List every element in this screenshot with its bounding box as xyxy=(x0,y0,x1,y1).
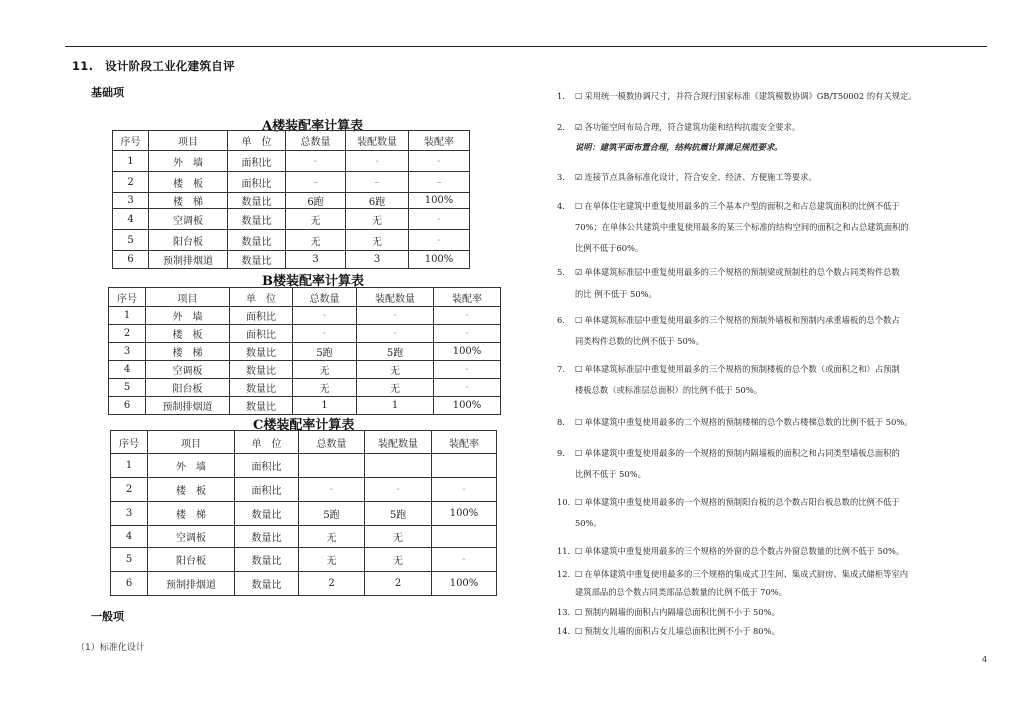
table-cell: - xyxy=(346,151,409,172)
list-item xyxy=(557,568,989,581)
item-text: 70%；在单体公共建筑中重复使用最多的某三个标准的结构空间的面积之和占总建筑面积的 xyxy=(575,222,909,232)
table-cell: - xyxy=(299,478,365,502)
item-text: 单体建筑标准层中重复使用最多的三个规格的预制外墙板和预制内承重墙板的总个数占 xyxy=(584,315,900,325)
table-title: C楼装配率计算表 xyxy=(253,418,355,433)
item-text: 单体建筑标准层中重复使用最多的三个规格的预制楼板的总个数（或面积之和）占预制 xyxy=(584,364,900,374)
item-text: 连接节点具备标准化设计，符合安全、经济、方便施工等要求。 xyxy=(584,172,817,182)
item-text: 各功能空间布局合理，符合建筑功能和结构抗震安全要求。 xyxy=(584,122,801,132)
column-header: 序号 xyxy=(111,431,148,454)
column-header: 项目 xyxy=(146,288,230,307)
table-cell: 2 xyxy=(109,325,146,343)
table-cell: - xyxy=(357,307,434,325)
column-header: 单 位 xyxy=(228,131,286,151)
table-cell: 空调板 xyxy=(148,526,235,548)
note-text: 说明：建筑平面布置合理，结构抗震计算满足规范要求。 xyxy=(575,142,783,152)
assembly-rate-table xyxy=(110,430,497,596)
table-cell: 无 xyxy=(346,209,409,230)
table-cell: 6 xyxy=(113,251,149,269)
table-cell: 无 xyxy=(293,379,357,397)
table-cell: 面积比 xyxy=(228,172,286,193)
list-item xyxy=(557,242,989,255)
table-row xyxy=(111,478,497,502)
table-cell: 面积比 xyxy=(235,454,299,478)
column-header: 单 位 xyxy=(235,431,299,454)
column-header: 序号 xyxy=(113,131,149,151)
list-item xyxy=(557,363,989,376)
item-number: 10. xyxy=(557,497,571,507)
table-cell: 100% xyxy=(434,343,501,361)
table-cell: - xyxy=(432,548,497,572)
column-header: 装配数量 xyxy=(365,431,432,454)
table-cell: 外 墙 xyxy=(149,151,228,172)
table-row xyxy=(111,572,497,596)
item-number: 14. xyxy=(557,626,571,636)
table-cell: 6 xyxy=(109,397,146,415)
item-number: 5. xyxy=(557,267,565,277)
table-header-row xyxy=(109,288,501,307)
table-cell: 6跑 xyxy=(286,193,346,209)
table-cell: 1 xyxy=(111,454,148,478)
table-cell: 数量比 xyxy=(230,343,293,361)
column-header: 序号 xyxy=(109,288,146,307)
list-item xyxy=(557,221,989,234)
table-cell: 100% xyxy=(409,193,470,209)
table-cell: – xyxy=(286,172,346,193)
table-cell: 数量比 xyxy=(235,502,299,526)
list-item xyxy=(557,384,989,397)
table-cell: - xyxy=(409,151,470,172)
checkbox-icon[interactable]: ☐ xyxy=(575,91,583,101)
item-text: 单体建筑中重复使用最多的二个规格的预制楼梯的总个数占楼梯总数的比例不低于 50%。 xyxy=(584,417,913,427)
table-cell: 楼 板 xyxy=(146,325,230,343)
checked-box-icon[interactable]: ☑ xyxy=(575,172,583,182)
table-cell: 空调板 xyxy=(146,361,230,379)
table-title: B楼装配率计算表 xyxy=(262,274,364,289)
table-cell: – xyxy=(409,172,470,193)
item-number: 8. xyxy=(557,417,565,427)
table-cell: 预制排烟道 xyxy=(146,397,230,415)
table-cell: 外 墙 xyxy=(148,454,235,478)
table-cell: 2 xyxy=(299,572,365,596)
list-item xyxy=(557,141,989,154)
table-cell: 数量比 xyxy=(230,361,293,379)
checkbox-icon[interactable]: ☐ xyxy=(575,497,583,507)
table-row xyxy=(109,397,501,415)
item-text: 比例不低于60%。 xyxy=(575,243,644,253)
item-number: 12. xyxy=(557,569,571,579)
column-header: 装配率 xyxy=(409,131,470,151)
table-cell: 无 xyxy=(357,379,434,397)
column-header: 项目 xyxy=(149,131,228,151)
table-cell: - xyxy=(432,478,497,502)
table-cell: 楼 板 xyxy=(148,478,235,502)
item-text: 建筑部品的总个数占同类部品总数量的比例不低于 70%。 xyxy=(575,587,787,597)
list-item xyxy=(557,545,989,558)
list-item xyxy=(557,468,989,481)
table-cell: 2 xyxy=(113,172,149,193)
table-cell: - xyxy=(434,325,501,343)
table-cell: 无 xyxy=(299,526,365,548)
list-item xyxy=(557,416,989,429)
item-number: 4. xyxy=(557,201,565,211)
table-cell: 1 xyxy=(113,151,149,172)
checkbox-icon[interactable]: ☐ xyxy=(575,546,583,556)
checkbox-icon[interactable]: ☐ xyxy=(575,448,583,458)
item-text: 在单体住宅建筑中重复使用最多的三个基本户型的面积之和占总建筑面积的比例不低于 xyxy=(584,201,900,211)
table-cell: 100% xyxy=(434,397,501,415)
item-number: 7. xyxy=(557,364,565,374)
table-cell: - xyxy=(286,151,346,172)
table-cell: 6 xyxy=(111,572,148,596)
table-row xyxy=(113,209,470,230)
table-cell: 数量比 xyxy=(228,251,286,269)
list-item xyxy=(557,447,989,460)
table-cell: - xyxy=(409,230,470,251)
table-cell: 数量比 xyxy=(235,526,299,548)
checked-box-icon[interactable]: ☑ xyxy=(575,267,583,277)
checked-box-icon[interactable]: ☑ xyxy=(575,122,583,132)
checkbox-icon[interactable]: ☐ xyxy=(575,569,583,579)
list-item xyxy=(557,288,989,301)
table-row xyxy=(111,454,497,478)
table-cell: 1 xyxy=(109,307,146,325)
table-row xyxy=(109,307,501,325)
table-title: A楼装配率计算表 xyxy=(262,119,364,134)
table-cell: 1 xyxy=(357,397,434,415)
table-cell: 数量比 xyxy=(235,548,299,572)
column-header: 装配率 xyxy=(434,288,501,307)
list-item xyxy=(557,90,989,103)
item-text: 比例不低于 50%。 xyxy=(575,469,646,479)
table-cell: 空调板 xyxy=(149,209,228,230)
table-cell: 4 xyxy=(113,209,149,230)
item-text: 单体建筑标准层中重复使用最多的三个规格的预制梁或预制柱的总个数占同类构件总数 xyxy=(584,267,900,277)
table-cell: - xyxy=(434,307,501,325)
item-text: 楼板总数（或标准层总面积）的比例不低于 50%。 xyxy=(575,385,763,395)
table-row xyxy=(109,343,501,361)
checkbox-icon[interactable]: ☐ xyxy=(575,315,583,325)
checkbox-icon[interactable]: ☐ xyxy=(575,607,583,617)
table-cell xyxy=(365,454,432,478)
column-header: 项目 xyxy=(148,431,235,454)
table-cell: 预制排烟道 xyxy=(149,251,228,269)
item-number: 13. xyxy=(557,607,571,617)
list-item xyxy=(557,517,989,530)
item-number: 6. xyxy=(557,315,565,325)
table-cell: 5跑 xyxy=(357,343,434,361)
table-row xyxy=(109,379,501,397)
item-number: 3. xyxy=(557,172,565,182)
table-cell: 5 xyxy=(109,379,146,397)
list-item xyxy=(557,606,989,619)
table-cell: 100% xyxy=(432,502,497,526)
table-cell: 无 xyxy=(357,361,434,379)
item-text: 在单体建筑中重复使用最多的三个规格的集成式卫生间、集成式厨房、集成式储柜等室内 xyxy=(584,569,909,579)
table-cell: 数量比 xyxy=(235,572,299,596)
table-cell: 外 墙 xyxy=(146,307,230,325)
table-cell: 面积比 xyxy=(230,325,293,343)
table-cell: 5 xyxy=(111,548,148,572)
table-cell: 阳台板 xyxy=(146,379,230,397)
table-cell: 无 xyxy=(286,209,346,230)
table-header-row xyxy=(113,131,470,151)
table-cell xyxy=(299,454,365,478)
table-cell: 阳台板 xyxy=(149,230,228,251)
table-cell: – xyxy=(346,172,409,193)
list-item xyxy=(557,200,989,213)
list-item xyxy=(557,121,989,134)
section-heading: 11. 设计阶段工业化建筑自评 xyxy=(72,59,235,73)
item-text: 单体建筑中重复使用最多的三个规格的外窗的总个数占外窗总数量的比例不低于 50%。 xyxy=(584,546,905,556)
table-cell: 5 xyxy=(113,230,149,251)
checkbox-icon[interactable]: ☐ xyxy=(575,364,583,374)
list-item xyxy=(557,335,989,348)
item-text: 单体建筑中重复使用最多的一个规格的预制阳台板的总个数占阳台板总数的比例不低于 xyxy=(584,497,900,507)
table-cell: 预制排烟道 xyxy=(148,572,235,596)
column-header: 装配数量 xyxy=(346,131,409,151)
table-row xyxy=(111,548,497,572)
table-row xyxy=(113,151,470,172)
table-cell: 无 xyxy=(365,526,432,548)
table-row xyxy=(113,251,470,269)
table-cell: 面积比 xyxy=(230,307,293,325)
basic-items-label: 基础项 xyxy=(91,86,124,99)
table-row xyxy=(109,361,501,379)
table-cell: 楼 梯 xyxy=(149,193,228,209)
item-text: 预制内隔墙的面积占内隔墙总面积比例不小于 50%。 xyxy=(584,607,780,617)
page-number: 4 xyxy=(982,655,988,664)
table-cell: 楼 梯 xyxy=(148,502,235,526)
column-header: 总数量 xyxy=(299,431,365,454)
assembly-rate-table xyxy=(112,130,470,269)
list-item xyxy=(557,266,989,279)
table-cell: 2 xyxy=(111,478,148,502)
table-cell: 1 xyxy=(293,397,357,415)
table-cell: 数量比 xyxy=(230,379,293,397)
table-cell: 3 xyxy=(346,251,409,269)
table-cell: 无 xyxy=(286,230,346,251)
list-item xyxy=(557,625,989,638)
table-cell: - xyxy=(357,325,434,343)
table-row xyxy=(111,502,497,526)
checkbox-icon[interactable]: ☐ xyxy=(575,417,583,427)
table-cell: 100% xyxy=(409,251,470,269)
table-row xyxy=(113,172,470,193)
table-cell: 4 xyxy=(111,526,148,548)
table-cell: 数量比 xyxy=(228,209,286,230)
item-number: 9. xyxy=(557,448,565,458)
table-cell: 6跑 xyxy=(346,193,409,209)
table-cell: 3 xyxy=(109,343,146,361)
item-text: 单体建筑中重复使用最多的一个规格的预制内隔墙板的面积之和占同类型墙板总面积的 xyxy=(584,448,900,458)
table-cell: 100% xyxy=(432,572,497,596)
table-cell: - xyxy=(365,478,432,502)
table-cell: 5跑 xyxy=(365,502,432,526)
table-cell: 无 xyxy=(293,361,357,379)
table-cell: 数量比 xyxy=(228,230,286,251)
column-header: 单 位 xyxy=(230,288,293,307)
column-header: 总数量 xyxy=(293,288,357,307)
list-item xyxy=(557,171,989,184)
table-cell xyxy=(432,526,497,548)
table-row xyxy=(113,230,470,251)
table-cell: - xyxy=(434,379,501,397)
item-number: 1. xyxy=(557,91,565,101)
column-header: 装配数量 xyxy=(357,288,434,307)
table-cell: 面积比 xyxy=(228,151,286,172)
item-number: 2. xyxy=(557,122,565,132)
table-cell: 阳台板 xyxy=(148,548,235,572)
item-text: 采用统一模数协调尺寸，并符合现行国家标准《建筑模数协调》GB/T50002 的有关规定。 xyxy=(584,91,917,101)
table-cell: 3 xyxy=(113,193,149,209)
table-cell: 无 xyxy=(299,548,365,572)
standardization-label: （1）标准化设计 xyxy=(76,643,145,653)
column-header: 总数量 xyxy=(286,131,346,151)
table-cell: 面积比 xyxy=(235,478,299,502)
table-cell: 无 xyxy=(346,230,409,251)
table-cell: 楼 梯 xyxy=(146,343,230,361)
table-cell: 3 xyxy=(111,502,148,526)
table-cell: 楼 板 xyxy=(149,172,228,193)
top-rule xyxy=(65,46,987,47)
table-cell: - xyxy=(293,307,357,325)
table-cell: 无 xyxy=(365,548,432,572)
checkbox-icon[interactable]: ☐ xyxy=(575,626,583,636)
table-cell: 3 xyxy=(286,251,346,269)
item-text: 同类构件总数的比例不低于 50%。 xyxy=(575,336,704,346)
table-cell: 5跑 xyxy=(299,502,365,526)
item-text: 的比 例不低于 50%。 xyxy=(575,289,657,299)
item-text: 预制女儿墙的面积占女儿墙总面积比例不小于 80%。 xyxy=(584,626,780,636)
table-cell: 5跑 xyxy=(293,343,357,361)
item-number: 11. xyxy=(557,546,571,556)
table-cell: 数量比 xyxy=(230,397,293,415)
table-cell xyxy=(432,454,497,478)
item-text: 50%。 xyxy=(575,518,602,528)
table-cell: 数量比 xyxy=(228,193,286,209)
assembly-rate-table xyxy=(108,287,501,415)
table-cell: 2 xyxy=(365,572,432,596)
table-row xyxy=(109,325,501,343)
list-item xyxy=(557,496,989,509)
table-cell: 4 xyxy=(109,361,146,379)
checkbox-icon[interactable]: ☐ xyxy=(575,201,583,211)
column-header: 装配率 xyxy=(432,431,497,454)
general-items-label: 一般项 xyxy=(91,610,124,623)
table-row xyxy=(111,526,497,548)
table-cell: - xyxy=(293,325,357,343)
list-item xyxy=(557,586,989,599)
table-cell: - xyxy=(409,209,470,230)
list-item xyxy=(557,314,989,327)
table-header-row xyxy=(111,431,497,454)
table-row xyxy=(113,193,470,209)
table-cell: - xyxy=(434,361,501,379)
